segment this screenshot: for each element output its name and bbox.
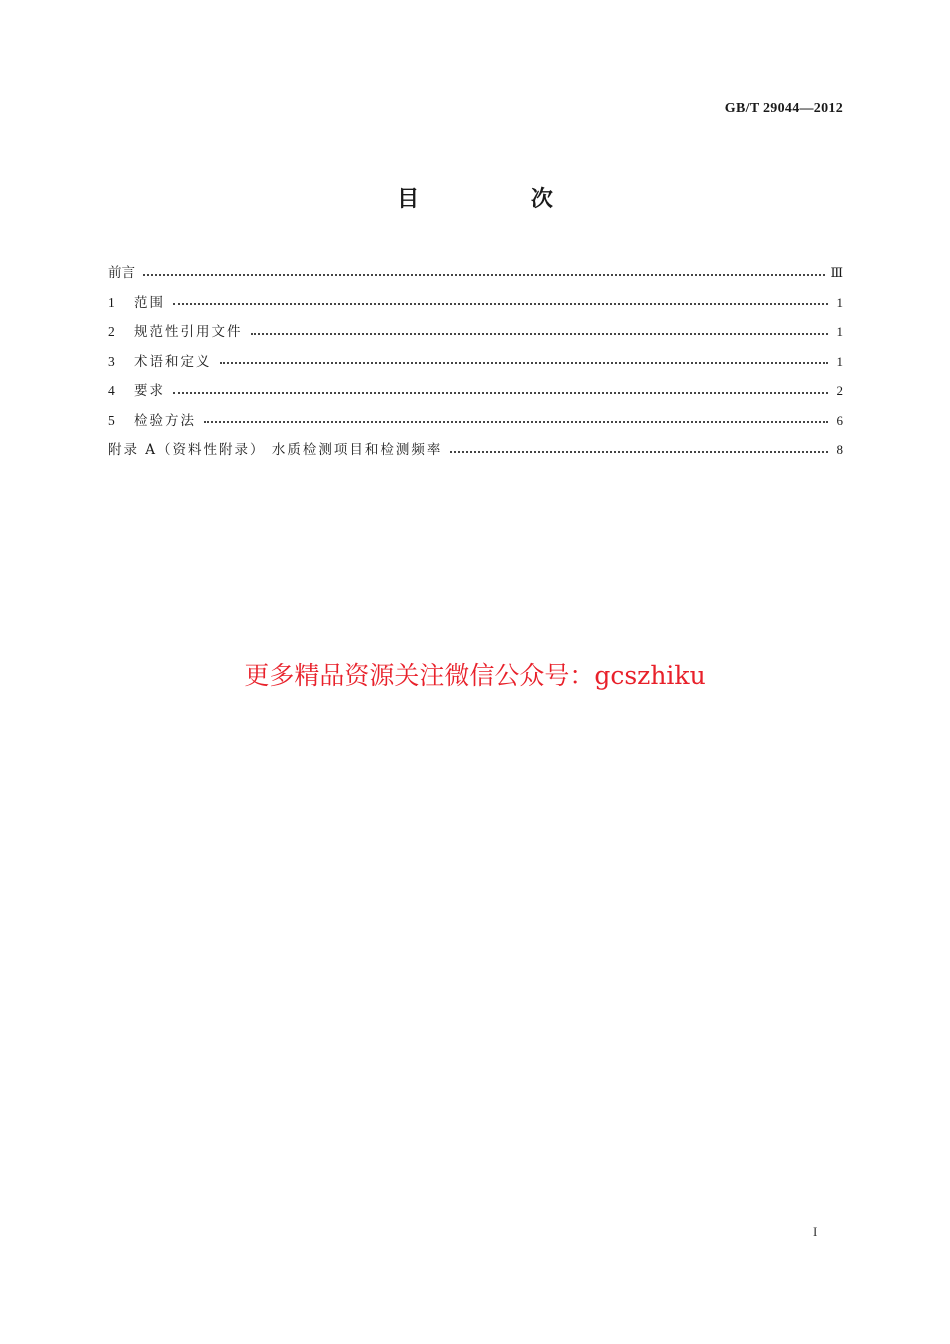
toc-entry-page: 1: [836, 324, 843, 339]
toc-entry-label: 前言: [108, 265, 135, 281]
toc-entry-label: 要求: [134, 383, 165, 399]
toc-entry-label: 附录 A（资料性附录） 水质检测项目和检测频率: [108, 442, 443, 458]
toc-leader-dots: [143, 267, 825, 279]
promo-watermark-text: 更多精品资源关注微信公众号：gcszhiku: [244, 661, 706, 690]
toc-entry-page: 8: [836, 442, 843, 457]
toc-entry-label: 范围: [134, 294, 165, 311]
toc-entry-page: 2: [836, 383, 843, 398]
toc-entry-page: 1: [836, 353, 843, 369]
toc-leader-dots: [220, 355, 829, 367]
toc-leader-dots: [173, 385, 828, 397]
toc-leader-dots: [204, 414, 828, 426]
toc-entry-test-methods[interactable]: [108, 406, 843, 436]
toc-entry-page: 1: [836, 294, 843, 310]
page-number: I: [813, 1224, 818, 1239]
toc-entry-number: 4: [108, 383, 115, 398]
table-of-contents: [108, 258, 843, 465]
standard-code: GB/T 29044—2012: [724, 101, 843, 116]
toc-entry-label: 规范性引用文件: [134, 324, 243, 340]
toc-title: 目 次: [397, 187, 605, 212]
toc-entry-foreword[interactable]: [108, 258, 843, 288]
toc-entry-number: 1: [108, 294, 115, 310]
toc-entry-label: 术语和定义: [134, 353, 212, 370]
toc-entry-label: 检验方法: [134, 412, 196, 429]
toc-entry-page: Ⅲ: [830, 265, 843, 280]
toc-leader-dots: [450, 444, 828, 456]
toc-entry-annex-a[interactable]: [108, 435, 843, 465]
toc-entry-terms-definitions[interactable]: [108, 347, 843, 377]
toc-entry-page: 6: [836, 412, 843, 428]
toc-entry-number: 2: [108, 324, 115, 339]
toc-entry-number: 5: [108, 412, 115, 428]
toc-entry-requirements[interactable]: [108, 376, 843, 406]
toc-entry-number: 3: [108, 353, 115, 369]
toc-leader-dots: [251, 326, 829, 338]
toc-entry-normative-references[interactable]: [108, 317, 843, 347]
toc-entry-scope[interactable]: [108, 288, 843, 318]
toc-leader-dots: [173, 296, 828, 308]
